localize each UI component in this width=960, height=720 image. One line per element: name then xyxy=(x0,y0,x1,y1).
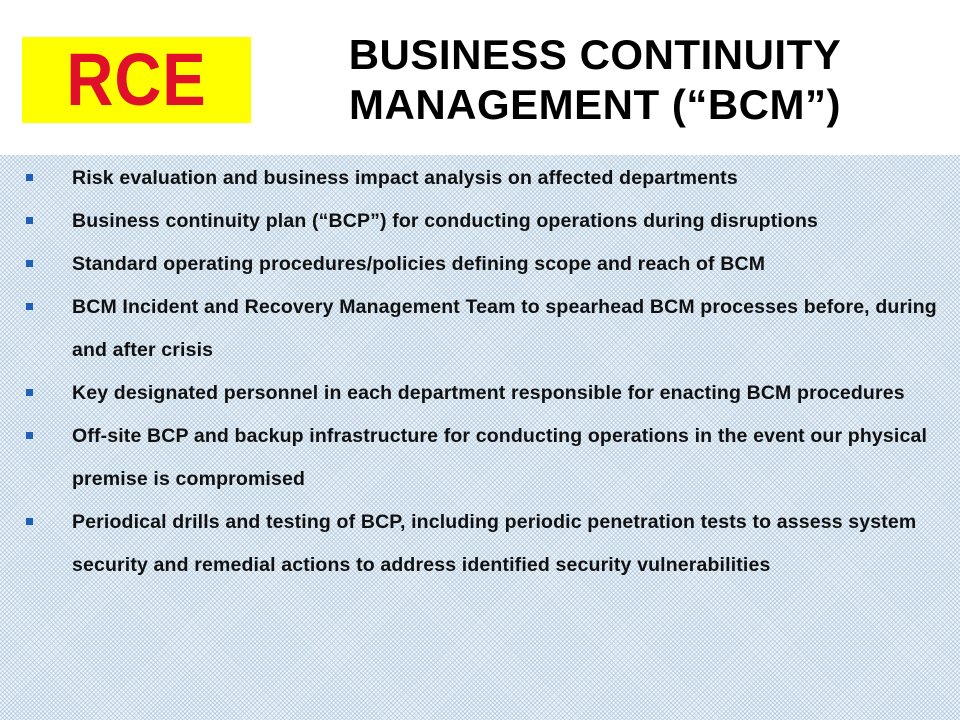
bullet-text: Business continuity plan (“BCP”) for conducting operations during disruptions xyxy=(72,210,819,232)
bullet-item xyxy=(0,501,960,587)
bullet-item xyxy=(0,243,960,286)
slide-title xyxy=(270,30,920,130)
bullet-text: Risk evaluation and business impact analysis on affected departments xyxy=(72,167,738,189)
square-bullet-icon xyxy=(26,217,33,224)
bullet-item xyxy=(0,286,960,372)
bullet-text: Standard operating procedures/policies defining scope and reach of BCM xyxy=(72,253,766,275)
square-bullet-icon xyxy=(26,389,33,396)
square-bullet-icon xyxy=(26,174,33,181)
bullet-item xyxy=(0,157,960,200)
bullet-list xyxy=(0,157,960,587)
bullet-text: BCM Incident and Recovery Management Team to spearhead BCM processes before, during and after crisis xyxy=(72,296,937,361)
logo-text: RCE xyxy=(66,38,207,121)
bullet-item xyxy=(0,200,960,243)
bullet-text: Periodical drills and testing of BCP, including periodic penetration tests to assess system security and remedial actions to address identified security vulnerabilities xyxy=(72,511,917,576)
bullet-text: Off-site BCP and backup infrastructure for conducting operations in the event our physical premise is compromised xyxy=(72,425,928,490)
square-bullet-icon xyxy=(26,432,33,439)
bullet-item xyxy=(0,372,960,415)
bullet-item xyxy=(0,415,960,501)
square-bullet-icon xyxy=(26,303,33,310)
title-line-2: MANAGEMENT (“BCM”) xyxy=(349,81,841,128)
title-line-1: BUSINESS CONTINUITY xyxy=(348,31,842,78)
bullet-text: Key designated personnel in each department responsible for enacting BCM procedures xyxy=(72,382,905,404)
square-bullet-icon xyxy=(26,518,33,525)
content-area xyxy=(0,155,960,720)
rce-logo xyxy=(22,37,251,123)
square-bullet-icon xyxy=(26,260,33,267)
slide-header xyxy=(0,0,960,155)
